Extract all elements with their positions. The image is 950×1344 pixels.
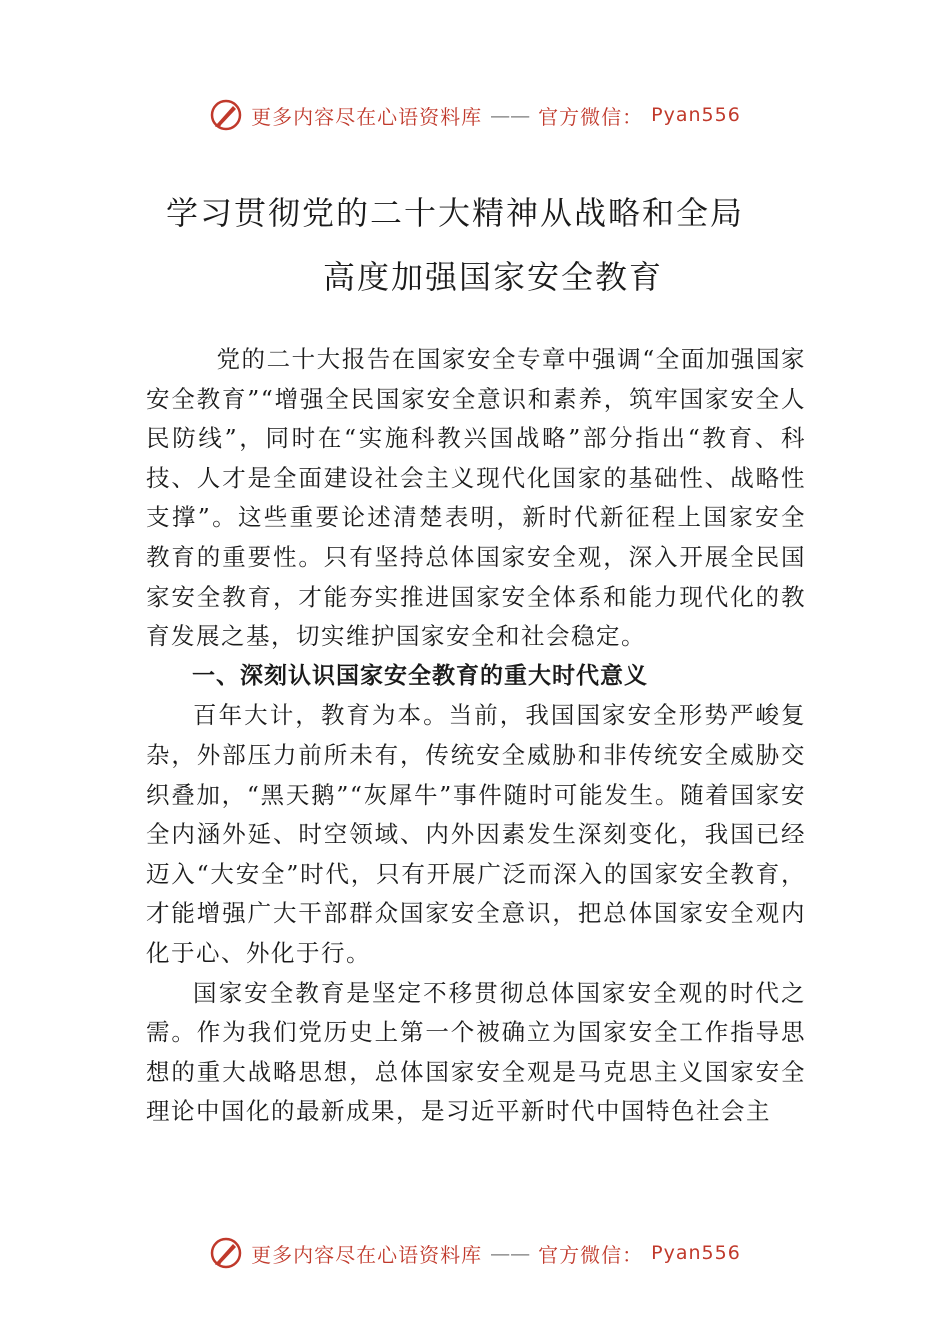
watermark-separator: —— bbox=[490, 103, 531, 127]
document-title-line-1: 学习贯彻党的二十大精神从战略和全局 bbox=[165, 194, 744, 232]
watermark-label: 官方微信： bbox=[538, 1242, 644, 1267]
paragraph-2: 百年大计，教育为本。当前，我国国家安全形势严峻复杂，外部压力前所未有，传统安全威胁和非传统安全威胁交织叠加，“黑天鹅”“灰犀牛”事件随时可能发生。随着国家安全内涵外延、时空领域、内外因素发生深刻变化，我国已经迈入“大安全”时代，只有开展广泛而深入的国家安全教育，才能增强广大干部群众国家安全意识，把总体国家安全观内化于心、外化于行。 bbox=[146, 701, 806, 967]
watermark-text: 更多内容尽在心语资料库 bbox=[251, 104, 483, 129]
document-title-line-2: 高度加强国家安全教育 bbox=[322, 258, 663, 296]
watermark-id: Pyan556 bbox=[651, 1242, 741, 1264]
pen-logo-icon bbox=[209, 1236, 243, 1270]
watermark-label: 官方微信： bbox=[538, 104, 644, 129]
section-heading-1: 一、深刻认识国家安全教育的重大时代意义 bbox=[192, 662, 648, 689]
paragraph-3: 国家安全教育是坚定不移贯彻总体国家安全观的时代之需。作为我们党历史上第一个被确立为国家安全工作指导思想的重大战略思想，总体国家安全观是马克思主义国家安全理论中国化的最新成果，是习近平新时代中国特色社会主 bbox=[146, 978, 806, 1126]
watermark-text: 更多内容尽在心语资料库 bbox=[251, 1242, 483, 1267]
document-body bbox=[146, 340, 806, 1132]
pen-logo-icon bbox=[209, 98, 243, 132]
watermark-id: Pyan556 bbox=[651, 104, 741, 126]
watermark-separator: —— bbox=[490, 1241, 531, 1265]
footer-watermark bbox=[0, 1233, 950, 1273]
header-watermark bbox=[0, 95, 950, 135]
paragraph-intro: 党的二十大报告在国家安全专章中强调“全面加强国家安全教育”“增强全民国家安全意识和素养，筑牢国家安全人民防线”，同时在“实施科教兴国战略”部分指出“教育、科技、人才是全面建设社会主义现代化国家的基础性、战略性支撑”。这些重要论述清楚表明，新时代新征程上国家安全教育的重要性。只有坚持总体国家安全观，深入开展全民国家安全教育，才能夯实推进国家安全体系和能力现代化的教育发展之基，切实维护国家安全和社会稳定。 bbox=[146, 345, 806, 651]
